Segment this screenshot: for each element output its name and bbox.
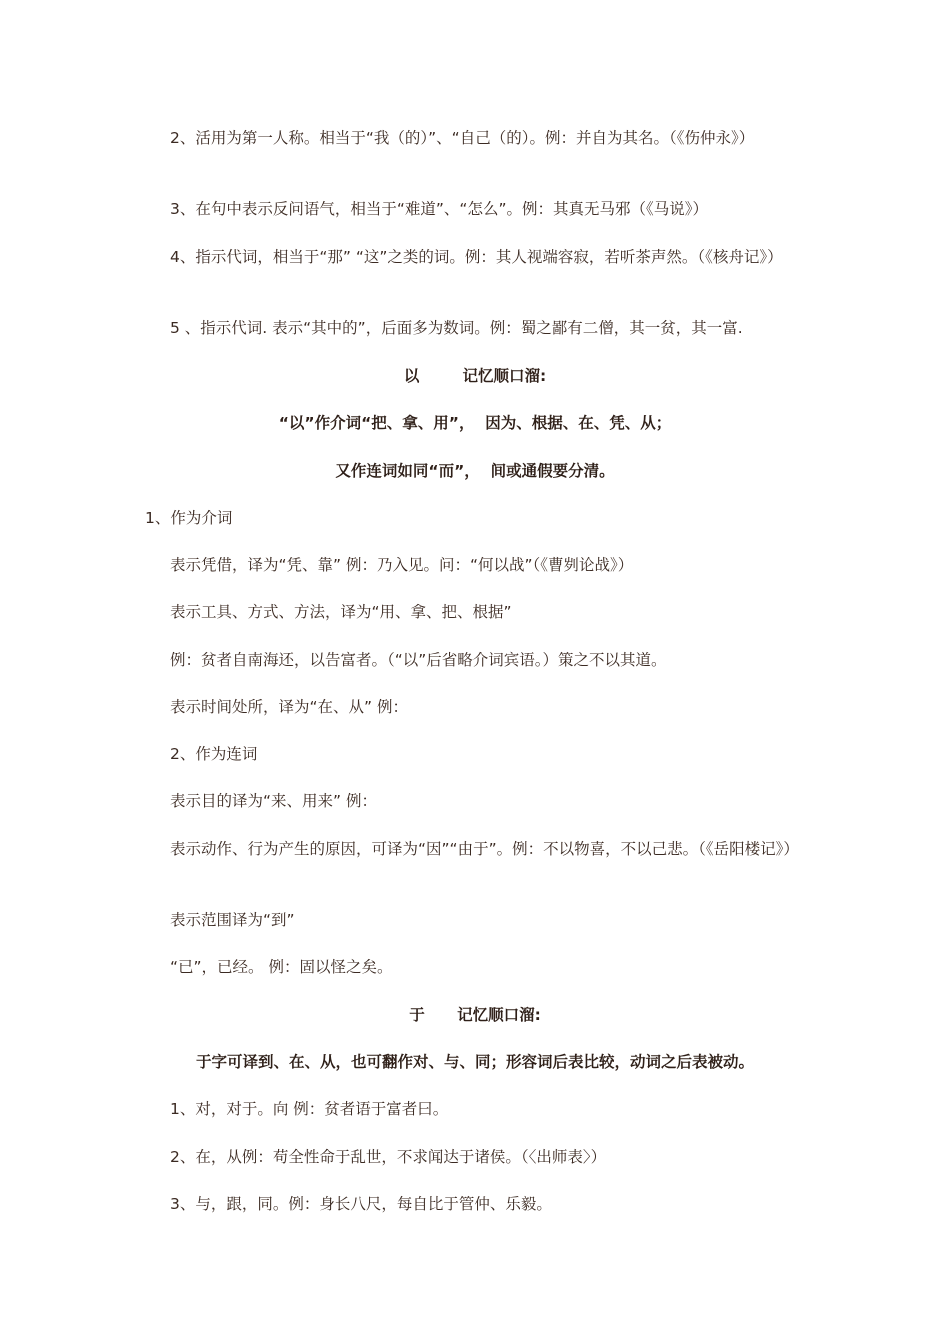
yi-line-scope: 表示范围译为“到”	[170, 911, 295, 929]
yi-rhyme-line-1: “以”作介词“把、拿、用”， 因为、根据、在、凭、从；	[278, 414, 672, 432]
yi-line-purpose: 表示目的译为“来、用来” 例：	[170, 792, 377, 810]
heading-yu-mnemonic: 于 记忆顺口溜:	[409, 1006, 541, 1024]
yi-rhyme-line-2: 又作连词如同“而”， 间或通假要分清。	[335, 462, 615, 480]
heading-yi-mnemonic: 以 记忆顺口溜:	[403, 367, 547, 385]
yi-item-preposition: 1、作为介词	[145, 509, 233, 527]
paragraph-qi-5: 5 、指示代词. 表示“其中的”，后面多为数词。例：蜀之鄙有二僧，其一贫，其一富.	[170, 319, 743, 337]
yi-line-tool-example: 例：贫者自南海还，以告富者。（“以”后省略介词宾语。）策之不以其道。	[170, 651, 667, 669]
yi-item-conjunction: 2、作为连词	[170, 745, 258, 763]
yi-line-reliance: 表示凭借，译为“凭、靠” 例：乃入见。问：“何以战”（《曹刿论战》）	[170, 556, 634, 574]
paragraph-qi-3: 3、在句中表示反问语气，相当于“难道”、“怎么”。例：其真无马邪（《马说》）	[170, 200, 708, 218]
yi-line-time-place: 表示时间处所，译为“在、从” 例：	[170, 698, 408, 716]
yu-line-1: 1、对，对于。向 例：贫者语于富者曰。	[170, 1100, 449, 1118]
yi-line-already: “已”，已经。 例：固以怪之矣。	[170, 958, 393, 976]
paragraph-qi-2: 2、活用为第一人称。相当于“我（的）”、“自己（的）。例：并自为其名。（《伤仲永》）	[170, 129, 755, 147]
yu-line-3: 3、与，跟，同。例：身长八尺，每自比于管仲、乐毅。	[170, 1195, 552, 1213]
yu-line-2: 2、在，从例：苟全性命于乱世，不求闻达于诸侯。（〈出师表〉）	[170, 1148, 607, 1166]
paragraph-qi-4: 4、指示代词，相当于“那” “这”之类的词。例：其人视端容寂，若听茶声然。（《核舟记》）	[170, 248, 783, 266]
yi-line-cause: 表示动作、行为产生的原因，可译为“因”“由于”。例：不以物喜，不以己悲。（《岳阳楼记》）	[170, 840, 799, 858]
yi-line-tool: 表示工具、方式、方法，译为“用、拿、把、根据”	[170, 603, 512, 621]
yu-rhyme: 于字可译到、在、从，也可翻作对、与、同；形容词后表比较，动词之后表被动。	[195, 1053, 754, 1071]
